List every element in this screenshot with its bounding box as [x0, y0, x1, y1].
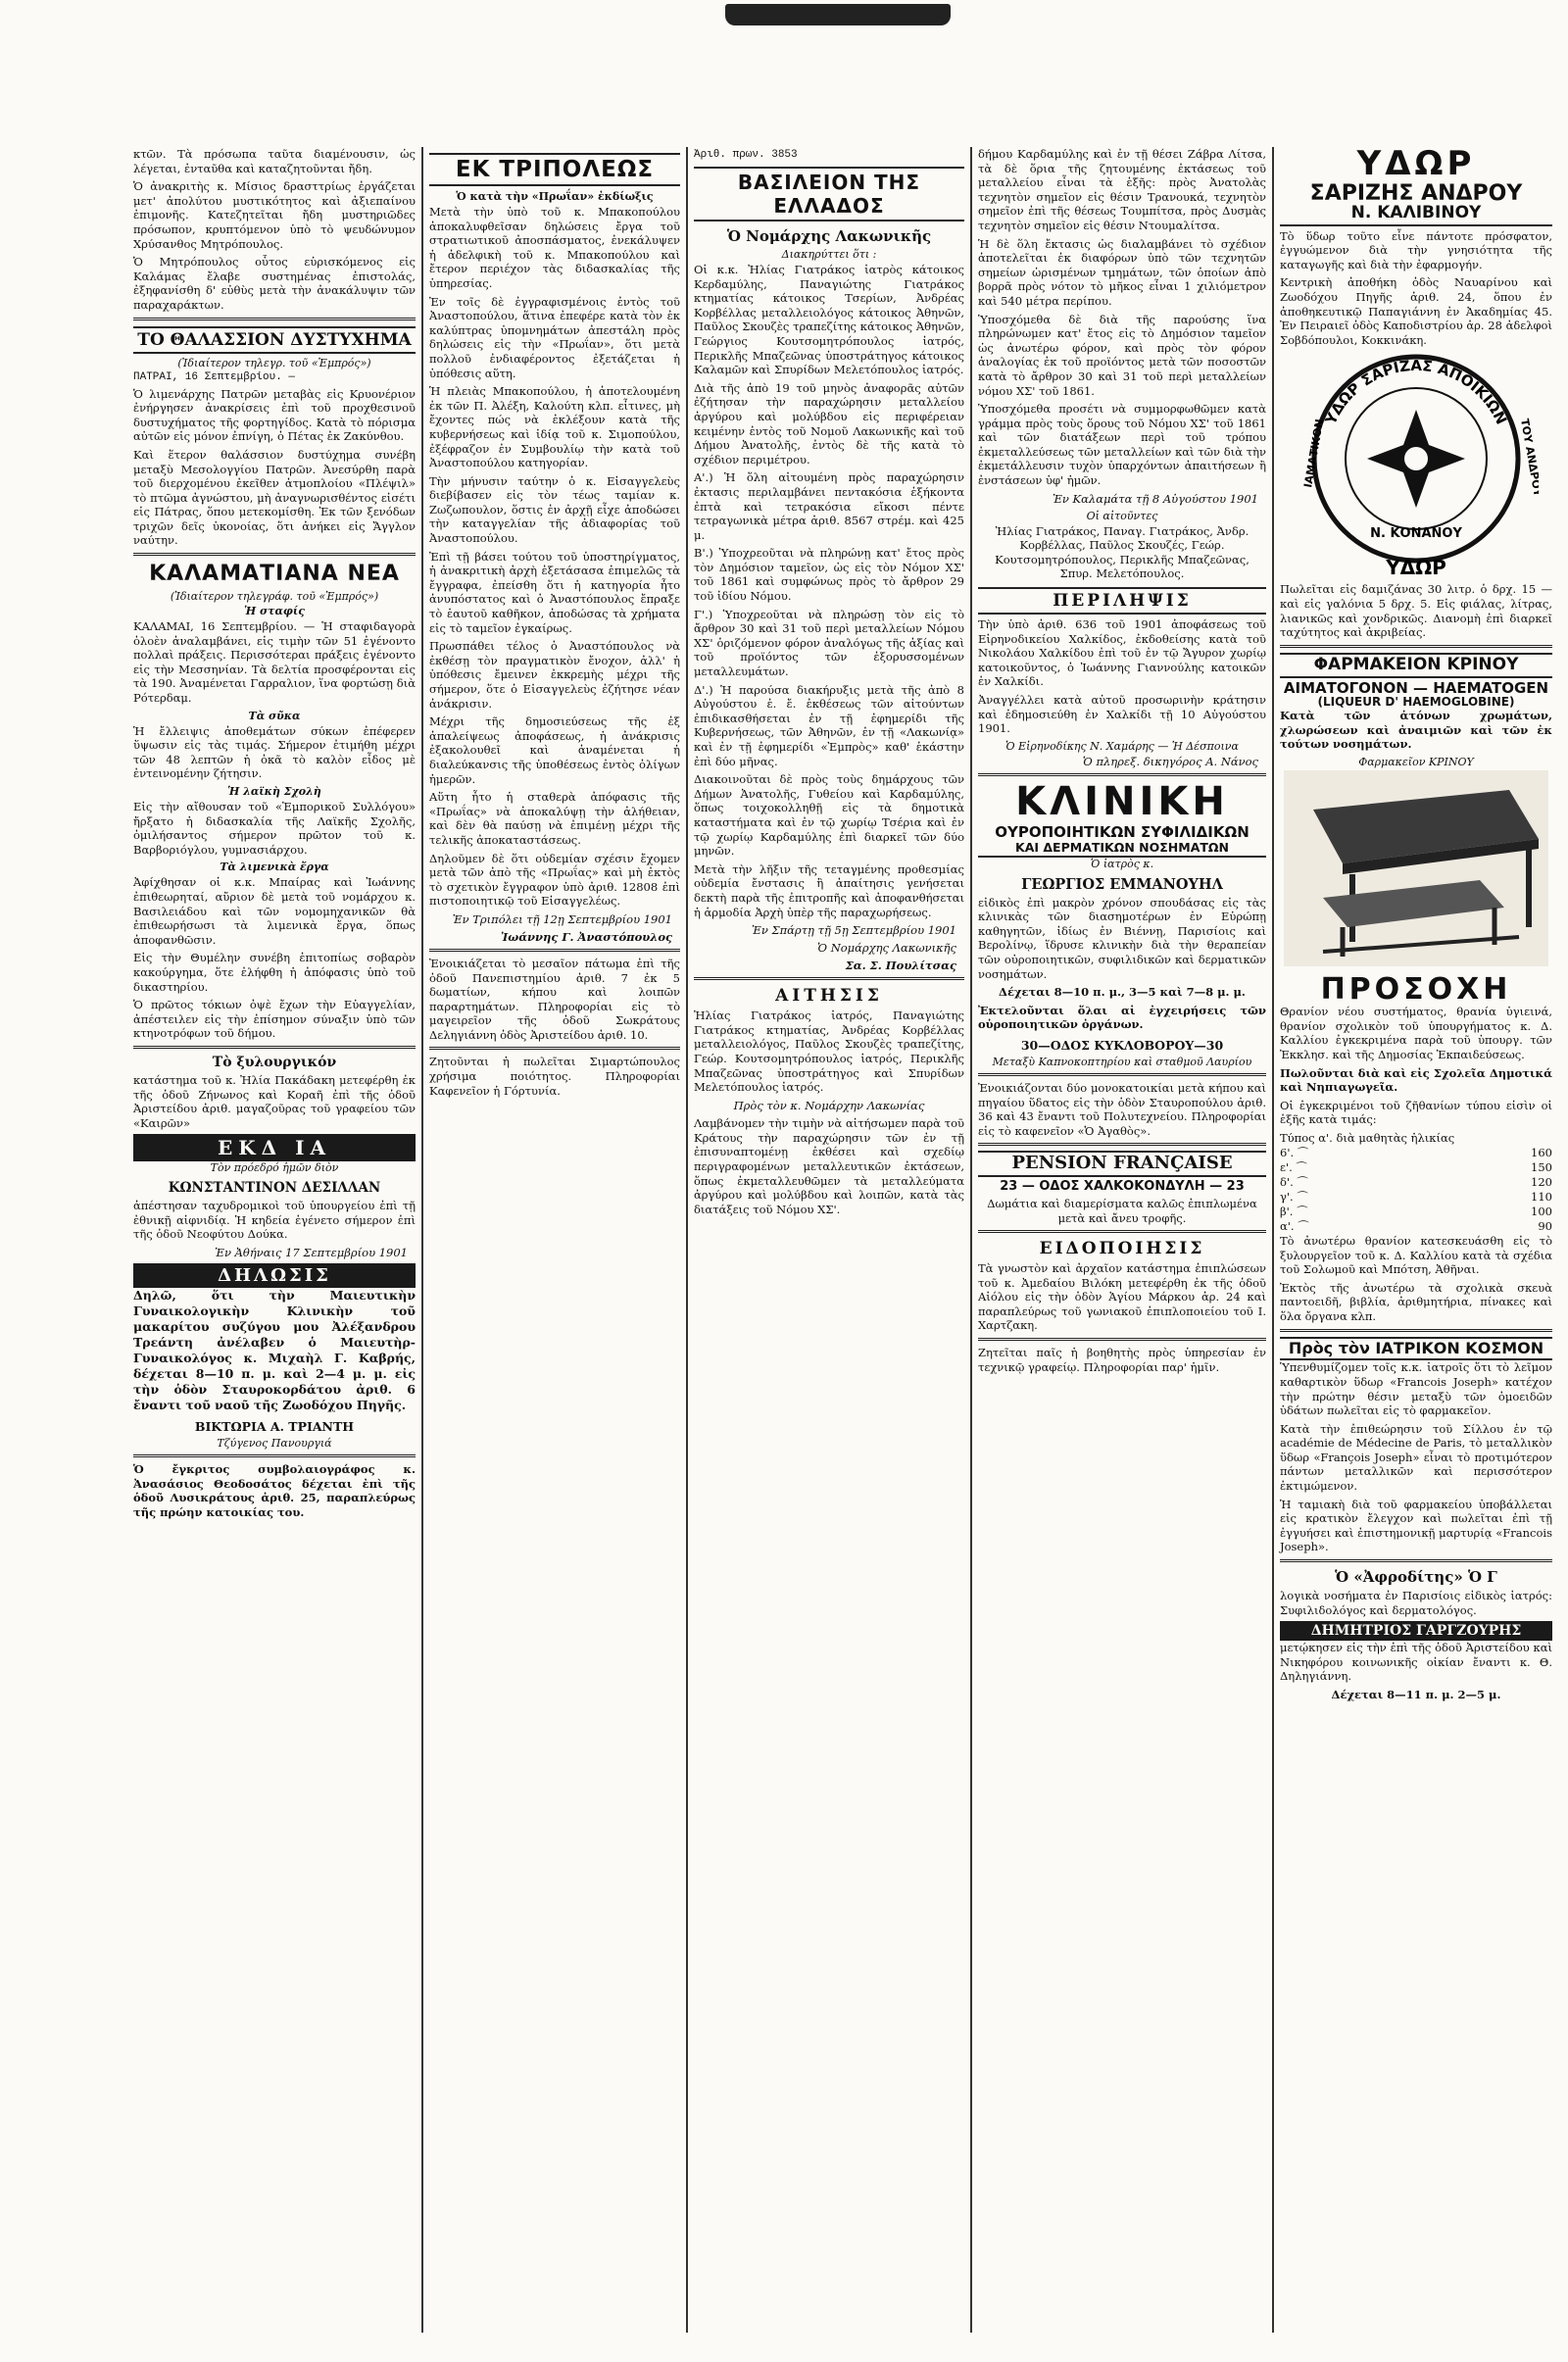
article-text: Οἱ κ.κ. Ἠλίας Γιατράκος ἰατρὸς κάτοικος Κερδαμύλης, Παναγιώτης Γιατράκος κτηματίας κάτοικος Τσερίων, Ἀνδρέας Κορβέλλας μεταλλειολόγος κάτοικος Ἀθηνῶν, Παῦλος Σκουζὲς τραπεζίτης κάτοικος Ἀθηνῶν, Γεώργιος Κουτσομητρόπουλος ἰατρός, Περικλῆς Μπαζεῶνας ὑποστράτηγος κάτοικος Καλαμῶν καὶ Σπυρίδων Μελετόπουλος ἰατρός.: [694, 263, 964, 377]
ad-signature: ΒΙΚΤΩΡΙΑ Α. ΤΡΙΑΝΤΗ: [194, 1419, 355, 1435]
seal-logo: [1294, 351, 1539, 578]
seal-bottom: ΥΔΩΡ: [1386, 556, 1446, 579]
article-text: Μετὰ τὴν λῆξιν τῆς τεταγμένης προθεσμίας οὐδεμία ἔνστασις ἢ ἀπαίτησις γενήσεται δεκτὴ παρὰ τῆς ἐπιτροπῆς καὶ ἀποφανθήσεται ἡ ἁρμοδία Ἀρχὴ ὑπὲρ τῆς παραχωρήσεως.: [694, 861, 964, 919]
school-desk-illustration: [1284, 770, 1548, 966]
article-text: Εἰς τὴν Θυμέλην συνέβη ἐπιτοπίως σοβαρὸν κακούργημα, ὅτε ἐλήφθη ἡ ἀπόφασις ὑπὸ τοῦ δικαστηρίου.: [133, 951, 416, 994]
ad-text: Ἐκτὸς τῆς ἀνωτέρω τὰ σχολικὰ σκευὰ παντοειδῆ, βιβλία, ἀριθμητήρια, πίνακες καὶ ὅλα ὄργανα κλπ.: [1280, 1280, 1552, 1323]
article-date: Ἐν Σπάρτῃ τῇ 5ῃ Σεπτεμβρίου 1901: [752, 923, 956, 938]
ad-text: Ζητεῖται παῖς ἡ βοηθητὴς πρὸς ὑπηρεσίαν ἐν τεχνικῷ γραφείῳ. Πληροφορίαι παρ' ἡμῖν.: [978, 1346, 1266, 1374]
subheading-note: Διακηρύττει ὅτι :: [781, 248, 877, 261]
ad-text: Κατὰ τὴν ἐπιθεώρησιν τοῦ Σίλλου ἐν τῷ académie de Médecine de Paris, τὸ μεταλλικὸν ὕδωρ «François Joseph» εἶναι τὸ προτιμότερον πάντων μεταλλικῶν καὶ περισσότερον ἐκτιμώμενον.: [1280, 1421, 1552, 1494]
price-row: 6'. ⌒ 160: [1280, 1145, 1552, 1159]
article-text: Ὁ ἀνακριτὴς κ. Μίσιος δρασττρίως ἐργάζεται μετ' ἀπολύτου μυστικότητος καὶ ἀξιεπαίνου ἐπιμονῆς. Κατεζητεῖται ἤδη μυστηριῶδες πρόσωπον, κρυπτόμενον ὑπὸ τὸ ψευδώνυμον Χρύσανθος Μητρόπουλος.: [133, 179, 416, 251]
ad-text: Ἐνοικιάζονται δύο μονοκατοικίαι μετὰ κήπου καὶ πηγαίου ὕδατος εἰς τὴν ὁδὸν Σταυροπούλου ἀριθ. 36 καὶ 43 ἔναντι τοῦ Πολυτεχνείου. Πληροφορίαι εἰς τὸ καφενεῖον «Ὁ Ἀγαθὸς».: [978, 1081, 1266, 1138]
clinic-doctor-role: Ὁ ἰατρὸς κ.: [1090, 857, 1154, 870]
clinic-subtitle: ΟΥΡΟΠΟΙΗΤΙΚΩΝ ΣΥΦΙΛΙΔΙΚΩΝ: [995, 822, 1250, 841]
article-title: ΕΚ ΤΡΙΠΟΛΕΩΣ: [429, 153, 680, 186]
ad-text: εἰδικὸς ἐπὶ μακρὸν χρόνον σπουδάσας εἰς τὰς κλινικὰς τῶν διασημοτέρων ἐν Εὐρώπῃ καθηγητῶν, ἰδίως ἐν Βιέννῃ, Παρισίοις καὶ Βερολίνῳ, ἵδρυσε κλινικὴν διὰ τὴν θεραπείαν τῶν οὐροποιητικῶν, συφιλιδικῶν καὶ δερματικῶν νοσημάτων.: [978, 895, 1266, 981]
ad-title: ΥΔΩΡ: [1356, 147, 1476, 183]
ad-text: Πωλεῖται εἰς δαμιζάνας 30 λιτρ. ὁ δρχ. 15 — καὶ εἰς γαλόνια 5 δρχ. 5. Εἰς φιάλας, λίτρας, λιανικῶς καὶ χονδρικῶς. Διανομὴ ἐπὶ διαρκεῖ ταχύτητος καὶ ἀκριβείας.: [1280, 582, 1552, 640]
article-text: Δηλοῦμεν δὲ ὅτι οὐδεμίαν σχέσιν ἔχομεν μετὰ τῶν ἀπὸ τῆς «Πρωΐας» καὶ μὴ ἐκτὸς τὸ σχετικὸν ἔγγραφον ὑπὸ ἀριθ. 12808 ἐπὶ πιστοποιητικῷ τοῦ Εἰσαγγελέως.: [429, 851, 680, 909]
article-signature: Ὁ Εἰρηνοδίκης Ν. Χαμάρης — Ἡ Δέσποινα: [1005, 739, 1239, 753]
ad-title: ΕΚΔ ΙΑ: [133, 1134, 416, 1161]
issue-number: Ἀριθ. πρων. 3853: [694, 149, 798, 161]
ad-text: Κατὰ τῶν ἀτόνων χρωμάτων, χλωρώσεων καὶ ἀναιμιῶν καὶ τῶν ἐκ τούτων νοσημάτων.: [1280, 708, 1552, 752]
article-text: Ὁ πρῶτος τόκιων ὀψὲ ἔχων τὴν Εὐαγγελίαν, ἀπέστειλεν εἰς τὴν ἐπίσημον σύναξιν ὑπὸ τῶν κτηνοτρόφων τοῦ δήμου.: [133, 998, 416, 1041]
article-text: Τὴν μήνυσιν ταύτην ὁ κ. Εἰσαγγελεὺς διεβίβασεν εἰς τὸν τέως ταμίαν κ. Ζωζωπουλον, ὅστις ἐν ἀρχῇ εἶχε ἀποδώσει τὴν καταγγελίαν τῆς ἀδιαφορίας τοῦ Ἀναστοπούλου.: [429, 473, 680, 546]
divider: [1280, 645, 1552, 648]
article-text: Ἐπὶ τῇ βάσει τούτου τοῦ ὑποστηρίγματος, ἡ ἀνακριτικὴ ἀρχὴ ἐξετάσασα ἐπιμελῶς τὰ ἔγγραφα, ἐπείσθη ὅτι ἡ κατηγορία ἦτο ἀνυπόστατος καὶ ὁ Ἀναστόπουλος ἔπραξε τὸ ἑαυτοῦ καθῆκον, ἀποδώσας τὰ χρήματα εἰς τὸ ταμεῖον ἐγκαίρως.: [429, 549, 680, 635]
section-subtitle: (Ἰδιαίτερον τηλεγρ. τοῦ «Ἐμπρός»): [177, 356, 371, 369]
article-text: Εἰς τὴν αἴθουσαν τοῦ «Ἐμπορικοῦ Συλλόγου» ἤρξατο ἡ διδασκαλία τῆς Λαϊκῆς Σχολῆς, ὁμιλήσαντος σήμερον πρῶτον τοῦ κ. Βαρβοριόγλου, γυμνασιάρχου.: [133, 800, 416, 857]
pharmacy-title: ΦΑΡΜΑΚΕΙΟΝ ΚΡΙΝΟΥ: [1280, 653, 1552, 678]
seal-wrap: [1280, 351, 1552, 582]
article-text: Ἐν τοῖς δὲ ἐγγραφισμένοις ἐντὸς τοῦ Ἀναστοπούλου, ἅτινα ἐπεφέρε κατὰ τὸν ἐκ καλύπτρας ὑπομνημάτων ἀπεστάλη πρὸς δηλώσεις εἰς τὴν «Πρωΐαν», ὅτι μετὰ πολλοῦ ἐνδιαφέροντος ἐξετάζεται ἡ ὑπόθεσις αὕτη.: [429, 294, 680, 380]
article-text: Καὶ ἕτερον θαλάσσιον δυστύχημα συνέβη μεταξὺ Μεσολογγίου Πατρῶν. Ἀνεσύρθη παρὰ τοῦ διερχομένου ἐκεῖθεν ἀτμοπλοίου «Πλέψιλ» τὸ πτῶμα ἀγνώστου, μὴ ἀναγνωρισθέντος εἰσέτι εἰς Πάτρας, ὅπου μετεκομίσθη. Ἐκ τῶν ξενόδων τριχῶν δεῖς ὑκονοίας, ὅτι ἀνήκει εἰς Ἄγγλον ναύτην.: [133, 447, 416, 548]
clinic-address: 30—ΟΔΟΣ ΚΥΚΛΟΒΟΡΟΥ—30: [1020, 1038, 1224, 1053]
article-text: Διὰ τῆς ἀπὸ 19 τοῦ μηνὸς ἀναφορᾶς αὐτῶν ἐζήτησαν τὴν παραχώρησιν μεταλλείου ἀργύρου καὶ μολύβδου εἰς περιφέρειαν κειμένην ἐντὸς τοῦ Νομοῦ Λακωνικῆς καὶ τοῦ Δήμου Ἀνατολῆς, ἐντὸς δὲ τῆς κατὰ τὸ σχέδιον περιμέτρου.: [694, 380, 964, 467]
article-text: Ἠλίας Γιατράκος ἰατρός, Παναγιώτης Γιατράκος κτηματίας, Ἀνδρέας Κορβέλλας μεταλλειολόγος, Παῦλος Σκουζὲς τραπεζίτης, Γεώρ. Κουτσομητρόπουλος ἰατρός, Περικλῆς Μπαζεῶνας ὑποστράτηγος καὶ Σπυρίδων Μελετόπουλος ἰατρός.: [694, 1009, 964, 1095]
masthead-strip: [108, 0, 1480, 33]
divider: [429, 1047, 680, 1050]
article-text: Α'.) Ἡ ὅλη αἰτουμένη πρὸς παραχώρησιν ἐκτασις περιλαμβάνει πεντακόσια ἑξήκοντα ἐπτὰ καὶ τετρακόσια εἴκοσι πέντε τετραγωνικὰ μέτρα ἀριθ. 8567 στρέμ. καὶ 425 μ.: [694, 470, 964, 542]
article-text: Ὑποσχόμεθα δὲ διὰ τῆς παρούσης ἵνα πληρώνωμεν κατ' ἔτος εἰς τὸ Δημόσιον ταμεῖον ὡς ἀνωτέρω φόρον, καὶ πρὸς τὸν φόρον ἀναλογίας ἐκ τοῦ προϊόντος μετὰ τῶν ποσοστῶν κατὰ τὸ ἄρθρον 30 καὶ 31 τοῦ περὶ μεταλλείων νόμου ΧΣ' τοῦ 1861.: [978, 312, 1266, 398]
ad-text: Τὸ ὕδωρ τοῦτο εἶνε πάντοτε πρόσφατον, ἐγγυώμενον διὰ τὴν γνησιότητα τῆς καταγωγῆς καὶ διὰ τὴν ἐφαρμογήν.: [1280, 228, 1552, 271]
article-text: Λαμβάνομεν τὴν τιμὴν νὰ αἰτήσωμεν παρὰ τοῦ Κράτους τὴν παραχώρησιν τῶν ἐν τῇ ἐπισυναπτομένῃ ἐκθέσει καὶ σχεδίῳ περιγραφομένων μεταλλευτικῶν ἐκτάσεων, ὅπως ἐκμεταλλευθῶμεν τὰ μεταλλεύματα ἀργύρου καὶ μολύβδου καὶ λοιπῶν, κατὰ τὰς διατάξεις τοῦ Νόμου ΧΣ'.: [694, 1116, 964, 1216]
section-title: ΠΕΡΙΛΗΨΙΣ: [978, 587, 1266, 615]
subheading: Ὁ Νομάρχης Λακωνικῆς: [726, 227, 932, 245]
pension-title: PENSION FRANÇAISE: [978, 1151, 1266, 1177]
article-signature-name: Σα. Σ. Πουλίτσας: [845, 959, 956, 973]
ad-title: Πρὸς τὸν ΙΑΤΡΙΚΟΝ ΚΟΣΜΟΝ: [1280, 1337, 1552, 1361]
section-title: ΤΟ ΘΑΛΑΣΣΙΟΝ ΔΥΣΤΥΧΗΜΑ: [133, 326, 416, 354]
article-text: Ἠλίας Γιατράκος, Παναγ. Γιατράκος, Ἀνδρ. Κορβέλλας, Παῦλος Σκουζές, Γεώρ. Κουτσομητρόπουλος, Περικλῆς Μπαζεῶνας, Σπυρ. Μελετόπουλος.: [995, 523, 1250, 581]
clinic-doctor: ΓΕΩΡΓΙΟΣ ΕΜΜΑΝΟΥΗΛ: [1021, 875, 1223, 893]
section-title: ΚΑΛΑΜΑΤΙΑΝΑ ΝΕΑ: [149, 562, 400, 587]
article-text: δήμου Καρδαμύλης καὶ ἐν τῇ θέσει Ζάβρα Λίτσα, τὰ δὲ ὅρια τῆς ζητουμένης ἐκτάσεως τοῦ μεταλλείου εἶναι τὰ ἑξῆς: πρὸς Ἀνατολὰς τεχνητὸν σημεῖον εἰς θέσιν Τρανουκά, τεχνητὸν σημεῖον ἐπὶ τῆς θέσεως Τουμπίτσα, πρὸς Δυσμὰς τεχνητὸν σημεῖον εἰς θέσιν Ντουμαλίτσα.: [978, 147, 1266, 232]
subheading: Ἡ σταφίς: [244, 605, 305, 618]
divider: [978, 1230, 1266, 1233]
subheading: Τὰ λιμενικὰ ἔργα: [220, 861, 329, 874]
ad-name: ΔΗΜΗΤΡΙΟΣ ΓΑΡΓΖΟΥΡΗΣ: [1280, 1621, 1552, 1641]
article-text: κτῶν. Τὰ πρόσωπα ταῦτα διαμένουσιν, ὡς λέγεται, ἐνταῦθα καὶ καταζητοῦνται ἤδη.: [133, 147, 416, 175]
price-row: ε'. ⌒ 150: [1280, 1159, 1552, 1174]
column-1: [127, 147, 421, 2333]
clinic-subtitle: ΚΑΙ ΔΕΡΜΑΤΙΚΩΝ ΝΟΣΗΜΑΤΩΝ: [978, 841, 1266, 858]
subheading: Τὰ σῦκα: [248, 709, 301, 722]
article-signature: Ὁ Νομάρχης Λακωνικῆς: [817, 941, 956, 956]
clinic-title: ΚΛΙΝΙΚΗ: [1015, 778, 1229, 824]
price-row: α'. ⌒ 90: [1280, 1218, 1552, 1233]
ad-title: Τὸ ξυλουργικόν: [212, 1054, 337, 1070]
divider: [133, 553, 416, 556]
subheading: Ὁ κατὰ τὴν «Πρωΐαν» ἐκδίωξις: [456, 190, 654, 203]
article-text: Τὴν ὑπὸ ἀριθ. 636 τοῦ 1901 ἀποφάσεως τοῦ Εἰρηνοδικείου Χαλκίδος, ἐκδοθείσης κατὰ τοῦ Νικολάου Χαλκίδου ἐπὶ τοῦ ἐν τῷ Ἄγυρον χωρίῳ κατοικοῦντος, ὁ Ἰωάννης Γιαννούλης κατοικῶν ἐν Χαλκίδι.: [978, 617, 1266, 689]
price-table: [1280, 1146, 1552, 1234]
price-header: [1280, 1131, 1552, 1146]
seal-text-right: ΤΟΥ ΑΝΔΡΟΥ: [1518, 418, 1539, 498]
article-date: Ἐν Τριπόλει τῇ 12ῃ Σεπτεμβρίου 1901: [452, 911, 672, 926]
article-text: Πρὸς τὸν κ. Νομάρχην Λακωνίας: [733, 1098, 925, 1112]
ad-owner: Ν. ΚΑΛΙΒΙΝΟΥ: [1280, 205, 1552, 226]
ad-text: Ὑπενθυμίζομεν τοῖς κ.κ. ἰατροῖς ὅτι τὸ λεῖμον καθαρτικὸν ὕδωρ «Francois Joseph» κατέχον τὴν πρώτην θέσιν μεταξὺ τῶν ὁμοειδῶν ὑδάτων πωλεῖται εἰς τὸ φαρμακεῖον.: [1280, 1360, 1552, 1418]
divider: [978, 1338, 1266, 1341]
article-text: Μέχρι τῆς δημοσιεύσεως τῆς ἐξ ἀπαλείψεως ἀποφάσεως, ἡ ἀνάκρισις ἐξακολουθεῖ καὶ ἀναμένεται ἡ διαλεύκανσις τῆς ὑποθέσεως ἐντὸς ὀλίγων ἡμερῶν.: [429, 714, 680, 786]
price-label: Τύπος α'. διὰ μαθητὰς ἡλικίας: [1280, 1130, 1455, 1145]
divider: [978, 1073, 1266, 1076]
seal-text-top: ΥΔΩΡ ΣΑΡΙΖΑΣ ΑΠΟΙΚΙΩΝ: [1321, 357, 1511, 428]
article-text: Ὑποσχόμεθα προσέτι νὰ συμμορφωθῶμεν κατὰ γράμμα πρὸς τοὺς ὅρους τοῦ Νόμου ΧΣ' τοῦ 1861 καὶ τῶν διατάξεων περὶ τοῦ τρόπου ἐκμεταλλεύσεως τῶν μεταλλείων καὶ τῶν διὰ τὴν ἐκμετάλλευσιν τυχὸν ὑπαρχόντων ἀπαιτήσεων ἢ ἐνστάσεων ὑφ' ἡμῶν.: [978, 402, 1266, 488]
divider: [133, 1454, 416, 1457]
divider: [1280, 1329, 1552, 1332]
ad-text: Δέχεται 8—10 π. μ., 3—5 καὶ 7—8 μ. μ.: [999, 985, 1246, 1000]
clinic-address-note: Μεταξὺ Καπνοκοπτηρίου καὶ σταθμοῦ Λαυρίου: [992, 1056, 1252, 1068]
article-text: ΚΑΛΑΜΑΙ, 16 Σεπτεμβρίου. — Ἡ σταφιδαγορὰ ὁλοὲν ἀναλαμβάνει, εἰς τιμὴν τῶν 51 ἐγένοντο πολλαὶ πράξεις. Περισσότεραι πράξεις ἐγένοντο εἰς τὴν Μεσσηνίαν. Τὰ δελτία προσφέρονται εἰς τὰ 190. Ἀναμένεται Γαρραλιον, ἵνα φορτώσῃ διὰ Ρότερδαμ.: [133, 619, 416, 706]
ad-text: Ἡ ταμιακὴ διὰ τοῦ φαρμακείου ὑποβάλλεται εἰς κρατικὸν ἔλεγχον καὶ πωλεῖται ἐπὶ τῇ ἐγγυήσει καὶ ἐπιστημονικῇ μαρτυρίᾳ «Francois Joseph».: [1280, 1497, 1552, 1554]
article-text: Ἡ ἔλλειψις ἀποθεμάτων σύκων ἐπέφερεν ὕψωσιν εἰς τὰς τιμάς. Σήμερον ἐτιμήθη μέχρι τῶν 48 λεπτῶν ἡ ὀκᾶ τὸ καλὸν εἶδος μὲ ἐντεινομένην ζήτησιν.: [133, 723, 416, 781]
article-text: Ἀναγγέλλει κατὰ αὐτοῦ προσωρινὴν κράτησιν καὶ ἐδημοσιεύθη ἐν Χαλκίδι τῇ 10 Αὐγούστου 1901.: [978, 693, 1266, 736]
ad-text: κατάστημα τοῦ κ. Ἠλία Πακάδακη μετεφέρθη ἐκ τῆς ὁδοῦ Ζήνωνος καὶ Κοραῆ ἐπὶ τῆς ὁδοῦ Ἀριστείδου ἀριθ. μαγαζοῦρας τοῦ γραφείου τῶν «Καιρῶν»: [133, 1072, 416, 1130]
article-signature: Ἰωάννης Γ. Ἀναστόπουλος: [501, 929, 672, 944]
divider: [978, 773, 1266, 776]
ad-text: Δωμάτια καὶ διαμερίσματα καλῶς ἐπιπλωμένα μετὰ καὶ ἄνευ τροφῆς.: [987, 1196, 1257, 1225]
article-text: Ἀφίχθησαν οἱ κ.κ. Μπαίρας καὶ Ἰωάννης ἐπιθεωρηταί, αὔριον δὲ μετὰ τοῦ νομάρχου κ. Βασιλειάδου καὶ τῶν νομομηχανικῶν θὰ ἐπιθεωρήσωσι τὰ λιμενικὰ ἔργα, ὅπως ἀποφανθῶσιν.: [133, 875, 416, 947]
desk-illustration-wrap: [1280, 770, 1552, 970]
divider: [694, 977, 964, 980]
section-subtitle: (Ἰδιαίτερον τηλεγράφ. τοῦ «Ἐμπρός»): [170, 590, 379, 604]
article-signature: Οἱ αἰτοῦντες: [1086, 509, 1158, 522]
column-3: [688, 147, 970, 2333]
ad-subtitle: ΣΑΡΙΖΗΣ ΑΝΔΡΟΥ: [1309, 180, 1523, 206]
seal-text-mid: Ν. ΚΟΝΑΝΟΥ: [1370, 526, 1462, 542]
price-row: δ'. ⌒ 120: [1280, 1174, 1552, 1189]
pharmacy-subtitle: ΑΙΜΑΤΟΓΟΝΟΝ — HAEMATOGEN: [1283, 678, 1549, 697]
ad-text: Πωλοῦνται διὰ καὶ εἰς Σχολεῖα Δημοτικά καὶ Νηπιαγωγεῖα.: [1280, 1065, 1552, 1095]
caution-title: ΠΡΟΣΟΧΗ: [1320, 971, 1512, 1007]
subheading: Ἡ λαϊκὴ Σχολὴ: [227, 785, 321, 798]
article-text: Μετὰ τὴν ὑπὸ τοῦ κ. Μπακοπούλου ἀποκαλυφθεῖσαν δηλώσεις ἔργα τοῦ στρατιωτικοῦ ἀποσπάσματος, ἐνεκάλυψεν ἡ ἀδελφικὴ τοῦ κ. Μπακοπούλου καὶ ἔτερον περιέχον τὰς διδασκαλίας τῆς ὑπηρεσίας.: [429, 205, 680, 290]
seal-text-left: ΙΑΜΑΤΙΚΟΝ: [1301, 418, 1327, 489]
pension-address: 23 — ΟΔΟΣ ΧΑΛΚΟΚΟΝΔΥΛΗ — 23: [1000, 1179, 1245, 1195]
article-text: Ἡ δὲ ὅλη ἔκτασις ὡς διαλαμβάνει τὸ σχέδιον ἀποτελεῖται ἐκ διαφόρων ὑπὸ τῶν τεχνητῶν σημείων ὡρισμένων τμημάτων, τῶν ὁποίων ἀπὸ βορρᾶ πρὸς νότον τὸ μῆκος εἶναι 1 χιλιόμετρον καὶ 540 μέτρα περίπου.: [978, 236, 1266, 308]
divider: [133, 1046, 416, 1049]
ad-text: λογικὰ νοσήματα ἐν Παρισίοις εἰδικὸς ἰατρός: Συφιλιδολόγος καὶ δερματολόγος.: [1280, 1589, 1552, 1617]
ad-text: Δέχεται 8—11 π. μ. 2—5 μ.: [1331, 1688, 1501, 1702]
article-text: Ἡ πλειὰς Μπακοπούλου, ἡ ἀποτελουμένη ἐκ τῶν Π. Ἀλέξη, Καλούτη κλπ. εἶτινες, μὴ ἔχοντες πώς νὰ ἐκλέξουν κατὰ τῆς κυβερνήσεως καὶ ἰδίᾳ τοῦ κ. Σιμοπούλου, ἐξέφραζον ἐν Συμβουλίῳ τὴν κατὰ τοῦ Ἀναστοπούλου κατηγορίαν.: [429, 384, 680, 470]
ad-text: Κεντρικὴ ἀποθήκη ὁδὸς Ναυαρίνου καὶ Ζωοδόχου Πηγῆς ἀριθ. 24, ὅπου ἐν ἀποθηκευτικῷ Παπαγιάννη ἐν Ἀκαδημίας 45. Ἐν Πειραιεῖ ὁδὸς Καποδιστρίου ἀρ. 28 ἀδελφοὶ Σοβδόπουλοι, Κοκκινάκη.: [1280, 275, 1552, 347]
masthead-fragment: [725, 4, 951, 25]
divider: [978, 1143, 1266, 1146]
pharmacy-line: Φαρμακεῖον ΚΡΙΝΟΥ: [1358, 755, 1474, 768]
article-text: Ὁ λιμενάρχης Πατρῶν μεταβὰς εἰς Κρυονέριον ἐνήργησεν ἀνακρίσεις ἐπὶ τοῦ προχθεσινοῦ δυστυχήματος τῆς φορτηγίδος. Κατὰ τὸ πόρισμα αὐτῶν εἰς μόνον ἐπνίγη, ὁ Πέτας ἐκ Ζακύνθου.: [133, 386, 416, 444]
article-title: ΒΑΣΙΛΕΙΟΝ ΤΗΣ ΕΛΛΑΔΟΣ: [694, 167, 964, 221]
ad-text: Ἐνοικιάζεται τὸ μεσαῖον πάτωμα ἐπὶ τῆς ὁδοῦ Πανεπιστημίου ἀριθ. 7 ἐκ 5 δωματίων, κήπου καὶ λοιπῶν παραρτημάτων. Πληροφορίαι εἰς τὸ μαγειρεῖον τῆς ὁδοῦ Σωκράτους Δεληγιάννη ὁδὸς Ἀριστείδου ἀριθ. 10.: [429, 956, 680, 1042]
newspaper-page: [127, 147, 1558, 2333]
pharmacy-subtitle: (LIQUEUR D' HAEMOGLOBINE): [1317, 695, 1515, 710]
article-text: Πρωσπάθει τέλος ὁ Ἀναστόπουλος νὰ ἐκθέσῃ τὸν πραγματικὸν ἔνοχον, ἀλλ' ἡ ὑπόθεσις ἔμεινεν ἐκκρεμὴς μέχρι τῆς σήμερον, ὅτε ὁ Εἰσαγγελεὺς ἐζήτησε νέαν ἀνάκρισιν.: [429, 639, 680, 711]
column-2: [423, 147, 686, 2333]
ad-text: Οἱ ἐγκεκριμένοι τοῦ ζῆθανίων τύπου εἰσὶν οἱ ἑξῆς κατὰ τιμάς:: [1280, 1098, 1552, 1127]
ad-date: Ἐν Ἀθήναις 17 Σεπτεμβρίου 1901: [215, 1246, 408, 1260]
article-text: Αὕτη ἦτο ἡ σταθερὰ ἀπόφασις τῆς «Πρωΐας» νὰ ἀποκαλύψῃ τὴν ἀλήθειαν, καὶ δὲν θὰ παύσῃ νὰ ἐπιμένῃ μέχρι τῆς τελικῆς ἀποκαταστάσεως.: [429, 790, 680, 847]
ad-title: ΔΗΛΩΣΙΣ: [133, 1263, 416, 1288]
ad-title: Ὁ «Ἀφροδίτης» Ὁ Γ: [1335, 1568, 1497, 1587]
article-text: Ὁ Μητρόπουλος οὗτος εὑρισκόμενος εἰς Καλάμας ἔλαβε συστημένας ἐπιστολάς, ἐξηφανίσθη δ' εὐθὺς μετὰ τὴν ἀνακάλυψιν τῶν παραχαράκτων.: [133, 255, 416, 312]
ad-text: Δηλῶ, ὅτι τὴν Μαιευτικὴν Γυναικολογικὴν Κλινικὴν τοῦ μακαρίτου συζύγου μου Ἀλέξανδρου Τρεάντη ἀνέλαβεν ὁ Μαιευτὴρ-Γυναικολόγος κ. Μιχαὴλ Γ. Καβρής, δέχεται 8—10 π. μ. καὶ 2—4 μ. μ. εἰς τὴν ὁδὸν Σταυροκορδάτου ἀριθ. 6 ἔναντι τοῦ ναοῦ τῆς Ζωοδόχου Πηγῆς.: [133, 1288, 416, 1413]
ad-text: Θρανίον νέου συστήματος, θρανία ὑγιεινά, θρανίον σχολικὸν τοῦ ὑπουργήματος κ. Δ. Καλλίου ἐγκεκριμένα παρὰ τοῦ ὑπουργ. τῶν Ἐκκλησ. καὶ τῆς Δημοσίας Ἐκπαιδεύσεως.: [1280, 1005, 1552, 1061]
divider: [133, 318, 416, 320]
ad-text: Τὰ γνωστὸν καὶ ἀρχαῖον κατάστημα ἐπιπλώσεων τοῦ κ. Ἀμεδαίου Βιλόκη μετεφέρθη ἐκ τῆς ὁδοῦ Αἰόλου εἰς τὴν ὁδὸν Ἁγίου Μάρκου ἀρ. 24 καὶ παραπλεύρως τοῦ γωνιακοῦ ἐπιπλοποιείου τοῦ Ι. Χαρτζακη.: [978, 1261, 1266, 1333]
column-5: [1274, 147, 1558, 2333]
section-title: ΕΙΔΟΠΟΙΗΣΙΣ: [1039, 1239, 1205, 1259]
article-date: Ἐν Καλαμάτα τῇ 8 Αὐγούστου 1901: [1053, 491, 1258, 506]
price-row: γ'. ⌒ 110: [1280, 1189, 1552, 1204]
ad-text: Ὁ ἔγκριτος συμβολαιογράφος κ. Ἀνασάσιος Θεοδοσάτος δέχεται ἐπὶ τῆς ὁδοῦ Λυσικράτους ἀριθ. 25, παραπλεύρως τῆς πρώην κατοικίας του.: [133, 1462, 416, 1519]
ad-text: Ζητοῦνται ἡ πωλεῖται Σιμαρτώπουλος χρήσιμα ποιότητος. Πληροφορίαι Καφενεῖον ἡ Γόρτυνία.: [429, 1055, 680, 1098]
ad-name: ΚΩΝΣΤΑΝΤΙΝΟΝ ΔΕΣΙΛΛΑΝ: [168, 1180, 381, 1197]
article-signature: Ὁ πληρεξ. δικηγόρος Α. Νάνος: [1082, 754, 1258, 768]
ad-text: Τὸ ἀνωτέρω θρανίον κατεσκευάσθη εἰς τὸ ξυλουργεῖον τοῦ κ. Δ. Καλλίου κατὰ τὰ σχέδια τοῦ Σολωμοῦ καὶ Μπότση, Ἀθῆναι.: [1280, 1233, 1552, 1277]
ad-signature-sub: Τζύγενος Πανουργιά: [217, 1437, 332, 1451]
ad-text: Ἐκτελοῦνται ὅλαι αἱ ἐγχειρήσεις τῶν οὐροποιητικῶν ὀργάνων.: [978, 1003, 1266, 1032]
column-4: [972, 147, 1272, 2333]
ad-text: ἀπέστησαν ταχυδρομικοὶ τοῦ ὑπουργείου ἐπὶ τῇ ἐθνικῇ αἰφνιδίᾳ. Ἡ κηδεία ἐγένετο σήμερον ἐπὶ τῆς ὁδοῦ Νεοφύτου Δούκα.: [133, 1199, 416, 1242]
article-text: Β'.) Ὑποχρεοῦται νὰ πληρώνῃ κατ' ἔτος πρὸς τὸν Δημόσιον ταμεῖον, ὡς εἰς τὸν Νόμον ΧΣ' τοῦ 1861 καὶ συμφώνως πρὸς τὸ ἄρθρον 29 τοῦ ἰδίου Νόμου.: [694, 546, 964, 604]
article-text: Γ'.) Ὑποχρεοῦται νὰ πληρώσῃ τὸν εἰς τὸ ἄρθρον 30 καὶ 31 τοῦ περὶ μεταλλείων Νόμου ΧΣ' ὁριζόμενον φόρον ἀναλόγως τῆς ἀξίας καὶ τοῦ προϊόντος τῶν ἐξορυσσομένων μεταλλευμάτων.: [694, 607, 964, 679]
section-title: ΑΙΤΗΣΙΣ: [775, 986, 883, 1007]
article-text: Δ'.) Ἡ παρούσα διακήρυξις μετὰ τῆς ἀπὸ 8 Αὐγούστου ἐ. ἔ. ἐκθέσεως τῶν αἰτούντων ἐπιδικασθήσεται ἐν τῇ ἐφημερίδι τῆς Κυβερνήσεως, τῶν Ἀθηνῶν, ἐν τῇ «Λακωνίᾳ» καὶ ἐν τῇ ἐφημερίδι «Ἐμπρὸς» καθ' ἑκάστην ἐπὶ δύο μῆνας.: [694, 682, 964, 768]
price-row: β'. ⌒ 100: [1280, 1204, 1552, 1218]
ad-text: μετῴκησεν εἰς τὴν ἐπὶ τῆς ὁδοῦ Ἀριστείδου καὶ Νικηφόρου κοινωνικῆς οἰκίαν ἔναντι κ. Θ. Δηληγιάννη.: [1280, 1641, 1552, 1684]
divider: [1280, 1559, 1552, 1562]
ad-subtitle: Τὸν πρόεδρό ἡμῶν διὸν: [210, 1161, 339, 1175]
dateline: ΠΑΤΡΑΙ, 16 Σεπτεμβρίου. —: [133, 370, 296, 383]
article-text: Διακοινοῦται δὲ πρὸς τοὺς δημάρχους τῶν Δήμων Ἀνατολῆς, Γυθείου καὶ Καρδαμύλης, ὅπως τοιχοκολληθῇ εἰς τὰ δημοτικὰ καταστήματα καὶ ἐν τῷ χωρίῳ Τσέρια καὶ ἐν τῷ χωρίῳ Καρδαμύλης ἐπὶ διαρκεῖ τῶν δύο μηνῶν.: [694, 772, 964, 859]
divider: [429, 949, 680, 952]
